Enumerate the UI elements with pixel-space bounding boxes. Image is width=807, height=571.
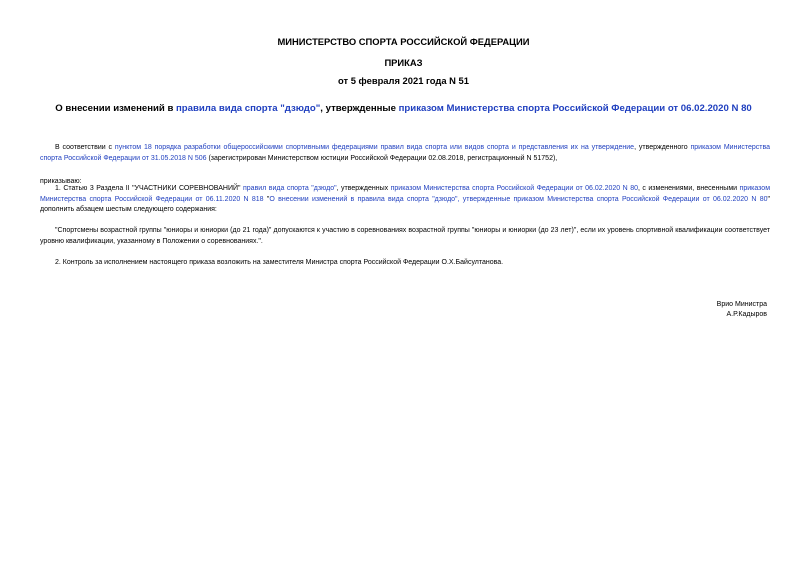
- link-order-506[interactable]: приказом Министерства спорта Российской Федерации от 31.05.2018 N 506: [40, 144, 771, 162]
- text-fragment: В соответствии с: [55, 144, 115, 151]
- subject-middle: , утвержденные: [320, 103, 399, 114]
- link-order-818[interactable]: приказом Министерства спорта Российской Федерации от 06.11.2020 N 818: [40, 185, 771, 203]
- text-fragment: 1. Статью 3 Раздела II "УЧАСТНИКИ СОРЕВНОВАНИЙ": [55, 185, 243, 192]
- ministry-heading: МИНИСТЕРСТВО СПОРТА РОССИЙСКОЙ ФЕДЕРАЦИИ: [277, 36, 530, 47]
- paragraph-item-2: 2. Контроль за исполнением настоящего приказа возложить на заместителя Министра спорта Российской Федерации О.Х.Байсултанова.: [55, 259, 504, 266]
- subject-prefix: О внесении изменений в: [55, 103, 177, 114]
- document-subject: [0, 103, 807, 114]
- link-order-80[interactable]: приказом Министерства спорта Российской Федерации от 06.02.2020 N 80: [390, 185, 638, 192]
- paragraph-quoted-text: "Спортсмены возрастной группы "юниоры и юниорки (до 21 года)" допускаются к участию в соревнованиях возрастной группы "юниоры и юниорки (до 23 лет)", если их уровень спортивной квалификации соответствует уровню квалификации, указанному в Положении о соревнованиях.".: [40, 227, 770, 245]
- link-amendments-title[interactable]: О внесении изменений в правила вида спорта "дзюдо", утвержденные приказом Министерства спорта Российской Федерации от 06.02.2020 N 80: [269, 195, 768, 203]
- text-fragment: " дополнить абзацем шестым следующего содержания:: [40, 195, 770, 214]
- text-fragment: ": [263, 195, 270, 203]
- document-type-heading: ПРИКАЗ: [384, 57, 423, 68]
- paragraph-preamble: [40, 143, 770, 164]
- date-number-heading: от 5 февраля 2021 года N 51: [338, 75, 469, 86]
- subject-link-rules[interactable]: правила вида спорта "дзюдо": [176, 103, 321, 114]
- text-fragment: (зарегистрирован Министерством юстиции Российской Федерации 02.08.2018, регистрационный N 51752),: [206, 154, 558, 162]
- paragraph-item-1: [40, 184, 770, 216]
- text-fragment: , утвержденного: [634, 144, 691, 151]
- paragraph-order-word: приказываю:: [40, 178, 82, 185]
- text-fragment: , с изменениями, внесенными: [638, 185, 740, 192]
- link-procedure-clause-18[interactable]: пунктом 18 порядка разработки общероссийскими спортивными федерациями правил вида спорта или видов спорта и представления их на утверждение: [114, 144, 635, 151]
- subject-link-order[interactable]: приказом Министерства спорта Российской Федерации от 06.02.2020 N 80: [398, 103, 752, 114]
- text-fragment: , утвержденных: [336, 185, 391, 192]
- signature-name: А.Р.Кадыров: [726, 311, 767, 318]
- signature-title: Врио Министра: [716, 301, 767, 308]
- link-judo-rules[interactable]: правил вида спорта "дзюдо": [243, 185, 337, 192]
